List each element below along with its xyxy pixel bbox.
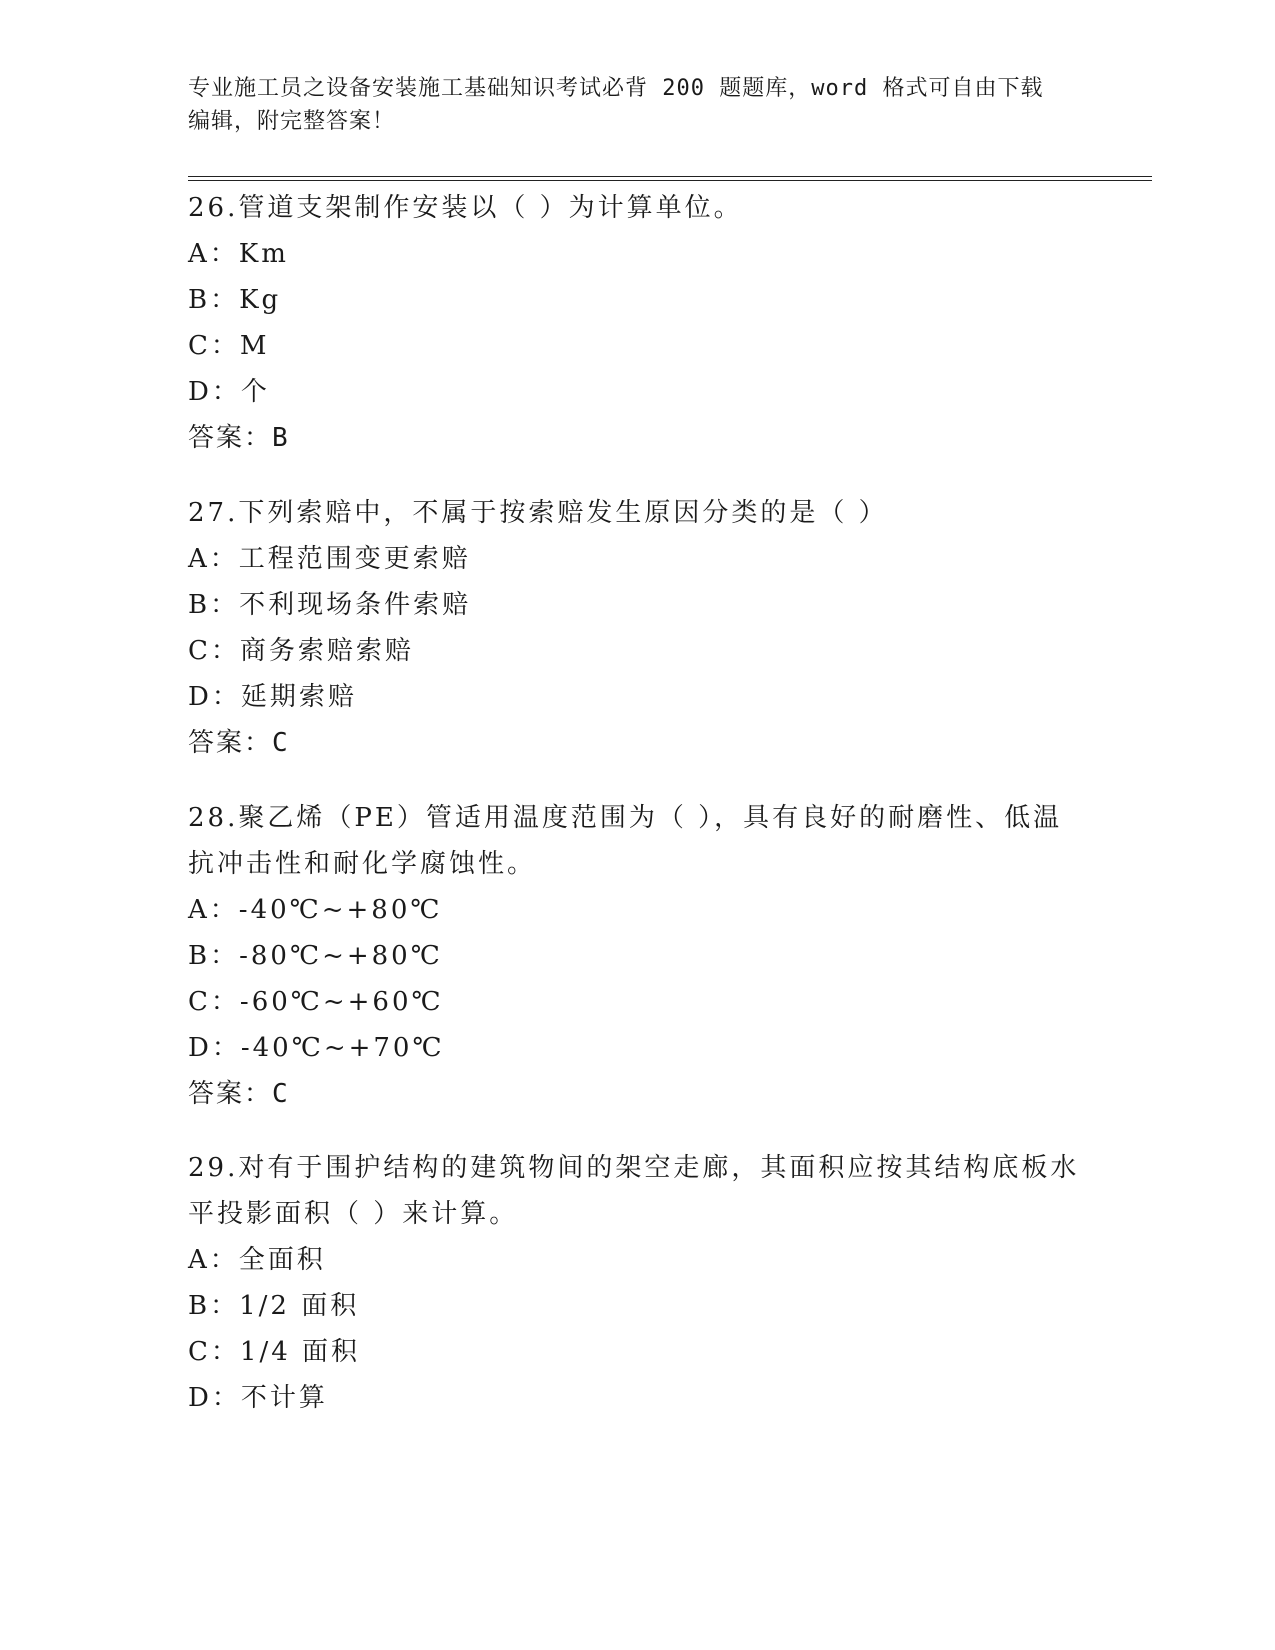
option-letter: D： (188, 1033, 241, 1063)
question-27 (188, 490, 1088, 766)
option-text: 不利现场条件索赔 (239, 590, 472, 620)
option-a (188, 231, 1088, 277)
option-letter: C： (188, 1337, 240, 1367)
option-text: 1/4 面积 (239, 1337, 361, 1367)
option-text: 1/2 面积 (239, 1291, 360, 1321)
option-text: M (239, 331, 270, 361)
option-d (188, 674, 1088, 720)
question-29 (188, 1145, 1088, 1421)
option-letter: B： (188, 941, 240, 971)
option-text: 个 (240, 377, 270, 407)
answer (188, 720, 1088, 766)
answer-label: 答案： (188, 423, 273, 453)
answer-value: C (272, 728, 290, 758)
answer-value: B (272, 423, 290, 453)
option-letter: A： (188, 239, 239, 269)
option-letter: C： (188, 636, 240, 666)
question-text: 27.下列索赔中，不属于按索赔发生原因分类的是（ ） (188, 498, 888, 528)
option-letter: D： (188, 1383, 241, 1413)
option-letter: D： (188, 682, 241, 712)
question-text-continued: 平投影面积（ ）来计算。 (188, 1199, 519, 1229)
option-a (188, 536, 1088, 582)
option-text: 延期索赔 (240, 682, 357, 712)
option-c (188, 323, 1088, 369)
option-text: 工程范围变更索赔 (238, 544, 471, 574)
question-text: 29.对有于围护结构的建筑物间的架空走廊，其面积应按其结构底板水 (188, 1153, 1080, 1183)
option-text: -60℃~+60℃ (239, 987, 444, 1017)
question-text: 28.聚乙烯（PE）管适用温度范围为（ ），具有良好的耐磨性、低温 (188, 803, 1063, 833)
option-b (188, 1283, 1088, 1329)
option-a (188, 1237, 1088, 1283)
option-b (188, 582, 1088, 628)
option-letter: B： (188, 590, 240, 620)
option-d (188, 369, 1088, 415)
option-a (188, 887, 1088, 933)
option-text: Kg (239, 285, 282, 315)
option-b (188, 933, 1088, 979)
option-text: -80℃~+80℃ (239, 941, 443, 971)
option-letter: B： (188, 285, 240, 315)
option-letter: A： (188, 895, 239, 925)
option-letter: D： (188, 377, 241, 407)
document-header (188, 72, 1088, 138)
option-letter: A： (188, 544, 239, 574)
option-d (188, 1375, 1088, 1421)
answer-value: C (272, 1079, 290, 1109)
answer-label: 答案： (188, 1079, 273, 1109)
option-text: Km (238, 239, 289, 269)
option-c (188, 1329, 1088, 1375)
option-b (188, 277, 1088, 323)
option-text: 商务索赔索赔 (239, 636, 414, 666)
option-c (188, 628, 1088, 674)
question-28 (188, 795, 1088, 1117)
option-letter: A： (188, 1245, 239, 1275)
option-c (188, 979, 1088, 1025)
option-text: 全面积 (238, 1245, 326, 1275)
option-text: -40℃~+80℃ (238, 895, 443, 925)
header-line-2: 编辑，附完整答案！ (188, 109, 396, 134)
option-d (188, 1025, 1088, 1071)
question-26 (188, 185, 1088, 461)
option-text: 不计算 (240, 1383, 328, 1413)
question-text-continued: 抗冲击性和耐化学腐蚀性。 (188, 849, 537, 879)
answer (188, 1071, 1088, 1117)
option-letter: C： (188, 331, 240, 361)
option-letter: B： (188, 1291, 240, 1321)
option-text: -40℃~+70℃ (240, 1033, 445, 1063)
header-divider (188, 176, 1152, 181)
answer-label: 答案： (188, 728, 273, 758)
answer (188, 415, 1088, 461)
question-text: 26.管道支架制作安装以（ ）为计算单位。 (188, 193, 743, 223)
header-line-1: 专业施工员之设备安装施工基础知识考试必背 200 题题库，word 格式可自由下载 (188, 76, 1044, 101)
option-letter: C： (188, 987, 240, 1017)
